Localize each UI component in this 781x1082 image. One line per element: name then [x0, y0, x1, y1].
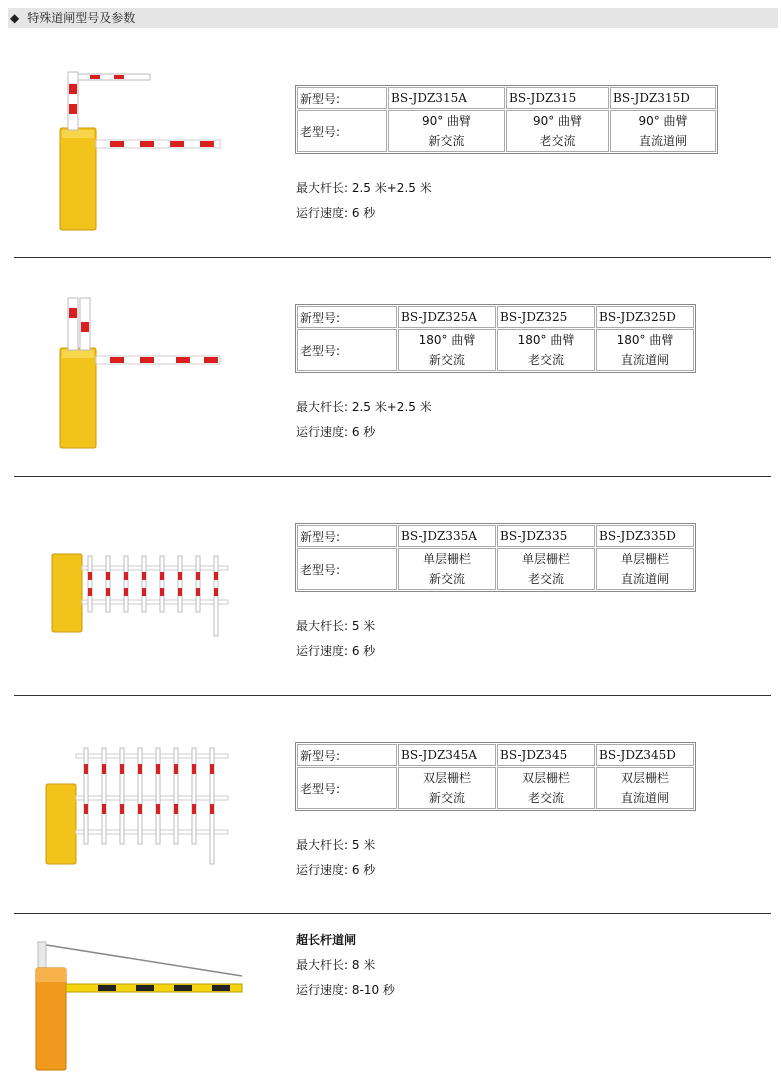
stripe: [170, 141, 184, 147]
stripe: [140, 141, 154, 147]
old-model-line1: 180° 曲臂: [517, 333, 575, 347]
stripe: [140, 357, 154, 363]
old-model-line1: 单层栅栏: [620, 552, 669, 566]
divider: [14, 257, 771, 258]
old-model-cell: [596, 548, 694, 590]
old-model-line2: 直流道闸: [620, 791, 669, 805]
old-model-label: 老型号:: [297, 110, 387, 152]
max-length: 最大杆长: 2.5 米+2.5 米: [296, 181, 432, 195]
stripe: [176, 357, 190, 363]
stripe: [110, 141, 124, 147]
model-cell: BS-JDZ345D: [596, 744, 694, 766]
divider: [14, 695, 771, 696]
old-model-cell: [398, 767, 496, 809]
section-title: 特殊道闸型号及参数: [27, 11, 136, 25]
diamond-bullet-icon: ◆: [10, 11, 20, 25]
stripe: [174, 985, 192, 991]
stripe: [98, 985, 116, 991]
old-model-line2: 老交流: [527, 572, 564, 586]
old-model-line1: 180° 曲臂: [418, 333, 476, 347]
fence-rail-middle: [76, 796, 228, 800]
fence-rail-top: [76, 754, 228, 758]
fence-pickets: [84, 748, 214, 864]
old-model-line1: 双层栅栏: [620, 771, 669, 785]
stripe: [136, 985, 154, 991]
old-model-line1: 双层栅栏: [521, 771, 570, 785]
stripe: [69, 308, 77, 318]
cabinet-top: [62, 350, 94, 358]
product-image-single-fence: [48, 548, 238, 640]
max-length: 最大杆长: 8 米: [296, 958, 376, 972]
product-image-extra-long-arm: [28, 938, 244, 1074]
old-model-line2: 老交流: [539, 134, 576, 148]
old-model-cell: [398, 548, 496, 590]
old-model-line1: 180° 曲臂: [616, 333, 674, 347]
new-model-label: 新型号:: [297, 525, 397, 547]
old-model-cell: [497, 548, 595, 590]
stripe: [90, 75, 100, 79]
fence-rail-bottom: [82, 600, 228, 604]
spec-info-4: [296, 833, 375, 883]
model-cell: BS-JDZ315D: [610, 87, 716, 109]
old-model-line2: 直流道闸: [620, 353, 669, 367]
cabinet: [36, 968, 66, 1070]
new-model-label: 新型号:: [297, 744, 397, 766]
old-model-line1: 90° 曲臂: [638, 114, 688, 128]
model-cell: BS-JDZ315A: [388, 87, 505, 109]
max-length: 最大杆长: 5 米: [296, 838, 376, 852]
old-model-cell: [610, 110, 716, 152]
cabinet-top: [62, 130, 94, 138]
spec-table-2: [295, 304, 696, 373]
old-model-cell: [497, 329, 595, 371]
stripe: [200, 141, 214, 147]
old-model-cell: [497, 767, 595, 809]
model-cell: BS-JDZ325A: [398, 306, 496, 328]
fence-rail-top: [82, 566, 228, 570]
old-model-line2: 新交流: [428, 791, 465, 805]
old-model-cell: [388, 110, 505, 152]
spec-table-4: [295, 742, 696, 811]
extra-long-title: 超长杆道闸: [296, 933, 357, 947]
product-image-curved-180: [50, 292, 225, 452]
spec-table-3: [295, 523, 696, 592]
old-model-cell: [596, 329, 694, 371]
old-model-line2: 新交流: [428, 353, 465, 367]
stripe: [212, 985, 230, 991]
stripe: [69, 84, 77, 94]
run-speed: 运行速度: 6 秒: [296, 644, 376, 658]
spec-info-3: [296, 614, 375, 664]
cabinet: [60, 348, 96, 448]
new-model-label: 新型号:: [297, 87, 387, 109]
stripe: [114, 75, 124, 79]
spec-table-1: [295, 85, 718, 154]
arm-vertical: [68, 72, 78, 130]
run-speed: 运行速度: 8-10 秒: [296, 983, 395, 997]
divider: [14, 913, 771, 914]
max-length: 最大杆长: 5 米: [296, 619, 376, 633]
run-speed: 运行速度: 6 秒: [296, 206, 376, 220]
old-model-label: 老型号:: [297, 329, 397, 371]
cabinet: [52, 554, 82, 632]
model-cell: BS-JDZ325: [497, 306, 595, 328]
cabinet-top: [36, 968, 66, 982]
model-cell: BS-JDZ315: [506, 87, 609, 109]
old-model-line2: 新交流: [428, 134, 465, 148]
old-model-line1: 单层栅栏: [422, 552, 471, 566]
old-model-cell: [398, 329, 496, 371]
old-model-line2: 老交流: [527, 353, 564, 367]
divider: [14, 476, 771, 477]
model-cell: BS-JDZ325D: [596, 306, 694, 328]
stripe: [110, 357, 124, 363]
old-model-line1: 双层栅栏: [422, 771, 471, 785]
run-speed: 运行速度: 6 秒: [296, 425, 376, 439]
old-model-label: 老型号:: [297, 548, 397, 590]
old-model-cell: [506, 110, 609, 152]
model-cell: BS-JDZ345A: [398, 744, 496, 766]
old-model-line2: 直流道闸: [620, 572, 669, 586]
old-model-line1: 90° 曲臂: [421, 114, 472, 128]
spec-info-2: [296, 395, 432, 445]
spec-info-1: [296, 176, 432, 226]
product-image-double-fence: [42, 744, 238, 868]
product-image-curved-90: [50, 68, 225, 233]
cabinet: [46, 784, 76, 864]
old-model-line1: 单层栅栏: [521, 552, 570, 566]
model-cell: BS-JDZ345: [497, 744, 595, 766]
new-model-label: 新型号:: [297, 306, 397, 328]
run-speed: 运行速度: 6 秒: [296, 863, 376, 877]
old-model-line1: 90° 曲臂: [532, 114, 583, 128]
old-model-label: 老型号:: [297, 767, 397, 809]
old-model-line2: 新交流: [428, 572, 465, 586]
arm-vertical: [68, 298, 78, 350]
section-title-bar: [8, 8, 778, 28]
stripe: [69, 104, 77, 114]
model-cell: BS-JDZ335: [497, 525, 595, 547]
old-model-line2: 老交流: [527, 791, 564, 805]
spec-info-extra: [296, 928, 395, 1003]
fence-rail-bottom: [76, 830, 228, 834]
stripe: [204, 357, 218, 363]
old-model-cell: [596, 767, 694, 809]
stripe: [81, 322, 89, 332]
cabinet: [60, 128, 96, 230]
model-cell: BS-JDZ335D: [596, 525, 694, 547]
model-cell: BS-JDZ335A: [398, 525, 496, 547]
old-model-line2: 直流道闸: [638, 134, 687, 148]
support-cable: [40, 944, 242, 976]
max-length: 最大杆长: 2.5 米+2.5 米: [296, 400, 432, 414]
